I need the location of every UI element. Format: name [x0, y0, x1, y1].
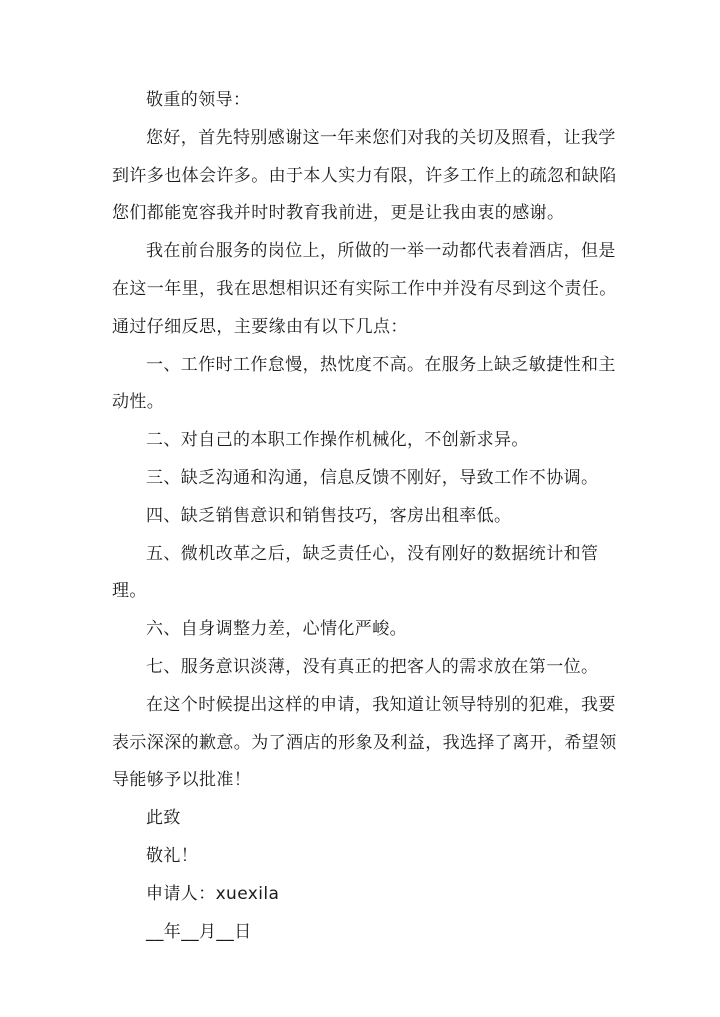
- applicant-signature: 申请人：xuexila: [146, 883, 280, 904]
- list-item-reason-7: 七、服务意识淡薄，没有真正的把客人的需求放在第一位。: [146, 656, 599, 677]
- paragraph-request: 在这个时候提出这样的申请，我知道让领导特别的犯难，我要表示深深的歉意。为了酒店的形象及利益，我选择了离开，希望领导能够予以批准！: [112, 694, 617, 791]
- list-item-reason-3: 三、缺乏沟通和沟通，信息反馈不刚好，导致工作不协调。: [146, 467, 599, 488]
- list-item-reason-5: 五、微机改革之后，缺乏责任心，没有刚好的数据统计和管理。: [112, 543, 599, 602]
- list-item-reason-1: 一、工作时工作怠慢，热忱度不高。在服务上缺乏敏捷性和主动性。: [112, 354, 616, 413]
- closing-line-1: 此致: [146, 808, 181, 829]
- list-item-reason-4: 四、缺乏销售意识和销售技巧，客房出租率低。: [146, 505, 512, 526]
- letter-body: [112, 82, 620, 951]
- list-item-reason-2: 二、对自己的本职工作操作机械化，不创新求异。: [146, 430, 529, 451]
- paragraph-reflection: 我在前台服务的岗位上，所做的一举一动都代表着酒店，但是在这一年里，我在思想相识还有实际工作中并没有尽到这个责任。通过仔细反思，主要缘由有以下几点：: [112, 241, 617, 337]
- date-line: __年__月__日: [146, 921, 252, 942]
- list-item-reason-6: 六、自身调整力差，心情化严峻。: [146, 619, 407, 640]
- closing-line-2: 敬礼！: [146, 845, 199, 866]
- salutation: 敬重的领导：: [146, 90, 251, 110]
- paragraph-greeting: 您好，首先特别感谢这一年来您们对我的关切及照看，让我学到许多也体会许多。由于本人实力有限，许多工作上的疏忽和缺陷您们都能宽容我并时时教育我前进，更是让我由衷的感谢。: [112, 127, 617, 224]
